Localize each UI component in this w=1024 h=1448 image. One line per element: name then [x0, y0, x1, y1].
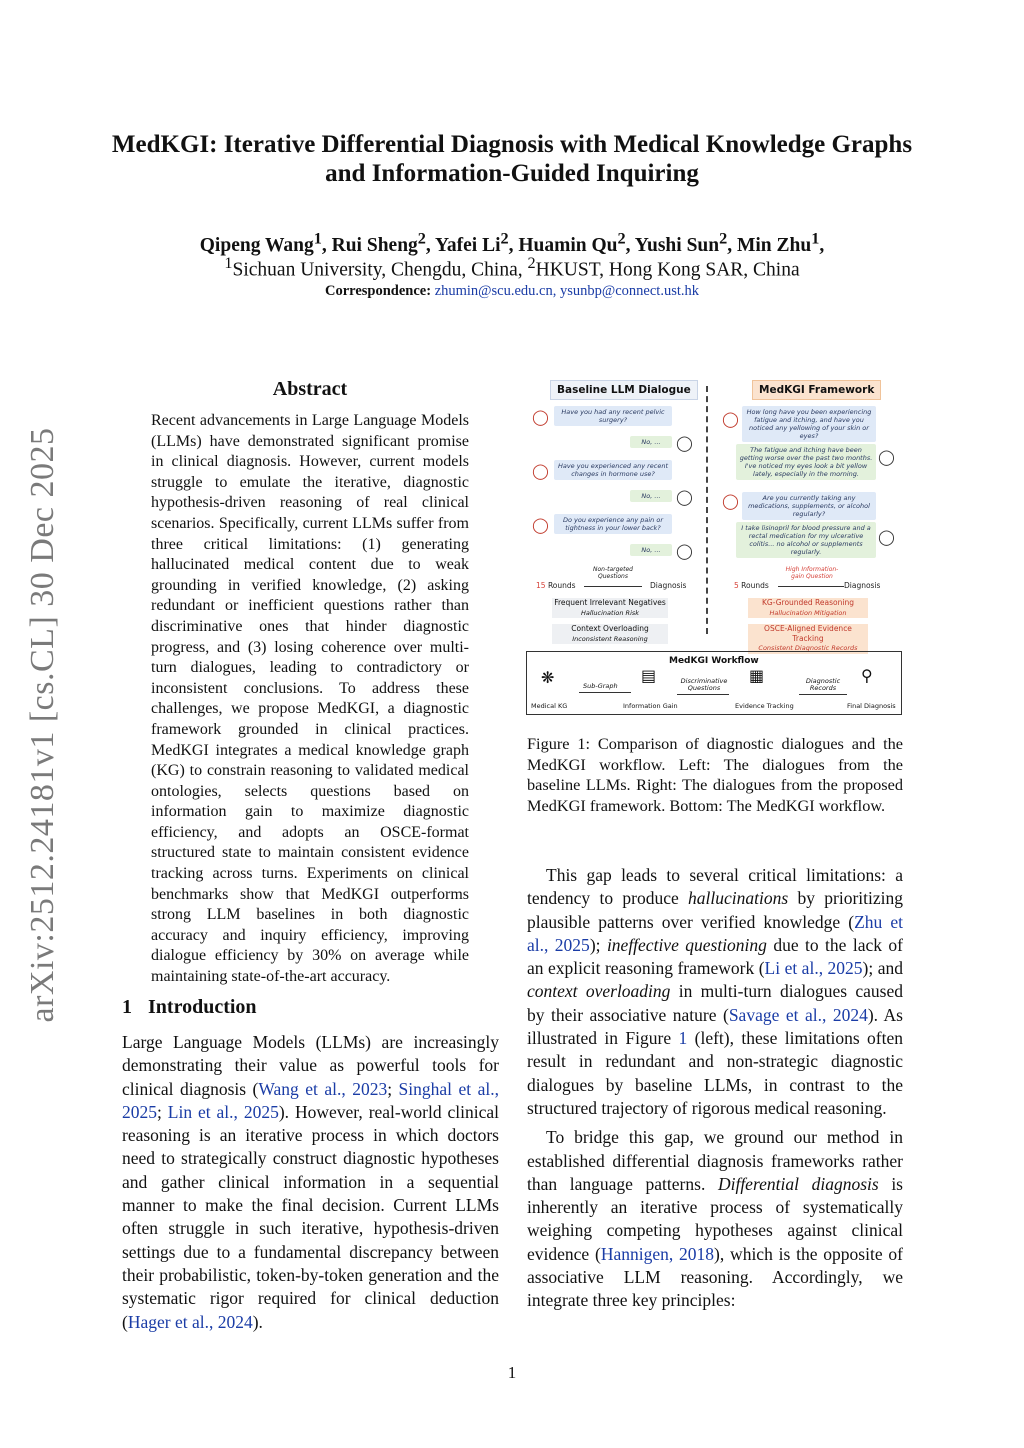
chart-icon: ▤ [641, 666, 657, 685]
doctor-icon: ◯ [722, 410, 739, 428]
baseline-rounds: 15 Rounds [536, 581, 576, 590]
baseline-issue-tag: Context Overloading Inconsistent Reasoning [552, 624, 668, 644]
citation-link[interactable]: Singhal et al., 2025 [122, 1078, 499, 1122]
abstract-heading: Abstract [272, 378, 348, 400]
author: Rui Sheng$^2$, [331, 229, 435, 256]
answer-bubble: No, ... [630, 436, 672, 448]
search-icon: ⚲ [861, 666, 873, 685]
paragraph: This gap leads to several critical limitations: a tendency to produce hallucinations by prioritizing plausible patterns over verified knowledge (Zhu et al., 2025); ineffective questioning due to the lack of an explicit reasoning framework (Li et al., 2025); and context overloading in multi-turn dialogues caused by their associative nature (Savage et al., 2024). As illustrated in Figure 1 (left), these limitations often result in redundant and non-strategic diagnostic dialogues by baseline LLMs, in contrast to the structured trajectory of rigorous medical reasoning. [527, 865, 904, 1118]
author: Yushi Sun$^2$, [634, 229, 737, 256]
citation-link[interactable]: Hannigen, 2018 [600, 1243, 715, 1264]
author: Huamin Qu$^2$, [518, 229, 635, 256]
workflow-node: Evidence Tracking [735, 702, 794, 710]
baseline-issue-tag: Frequent Irrelevant Negatives Hallucination Risk [552, 598, 668, 618]
paragraph: To bridge this gap, we ground our method in established differential diagnosis frameworks rather than language patterns. Differential diagnosis is inherently an iterative process of systematically weighing competing hypotheses against clinical evidence (Hannigen, 2018), which is the opposite of associative LLM reasoning. Accordingly, we integrate three key principles: [527, 1127, 903, 1311]
correspondence [110, 283, 914, 300]
doctor-icon: ◯ [532, 516, 549, 534]
workflow-edge: Sub-Graph [583, 682, 618, 690]
baseline-header: Baseline LLM Dialogue [550, 380, 698, 400]
workflow-arrow [677, 694, 729, 695]
medkgi-header: MedKGI Framework [752, 380, 881, 400]
graph-icon: ❋ [541, 668, 555, 687]
author: Yafei Li$^2$, [434, 229, 519, 256]
paper-title: MedKGI: Iterative Differential Diagnosis with Medical Knowledge Graphs and Information-Guided Inquiring [111, 131, 913, 187]
answer-bubble: No, ... [630, 490, 672, 502]
records-icon: ▦ [749, 666, 765, 685]
abstract-text: Recent advancements in Large Language Models (LLMs) have demonstrated significant promise in clinical diagnosis. However, current models struggle to emulate the iterative, diagnostic hypothesis-driven reasoning of real clinical scenarios. Specifically, current LLMs suffer from three critical limitations: (1) generating hallucinated medical content due to weak grounding in verified knowledge, (2) asking redundant or inefficient questions rather than discriminative ones that hinder diagnostic progress, and (3) losing coherence over multi-turn dialogues, leading to contradictory or inconsistent conclusions. To address these challenges, we propose MedKGI, a diagnostic framework grounded in clinical practices. MedKGI integrates a medical knowledge graph (KG) to constrain reasoning to validated medical ontologies, selects questions based on information gain to maximize diagnostic efficiency, and adopts an OSCE-format structured state to maintain consistent evidence tracking across turns. Experiments on clinical benchmarks show that MedKGI outperforms strong LLM baselines in both diagnostic accuracy and inquiry efficiency, improving dialogue efficiency by 30% on average while maintaining state-of-the-art accuracy. [151, 412, 469, 986]
workflow-title: MedKGI Workflow [669, 656, 759, 666]
section-heading-introduction: 1 Introduction [122, 996, 257, 1018]
baseline-arrow-label: Non-targeted Questions [593, 566, 633, 580]
baseline-arrow [584, 586, 642, 587]
author-list [110, 229, 914, 257]
arxiv-id: arXiv:2512.24181v1 [cs.CL] 30 Dec 2025 [24, 427, 61, 1023]
baseline-diagnosis: Diagnosis [650, 581, 687, 590]
question-bubble: Do you experience any pain or tightness in your lower back? [554, 514, 672, 534]
arxiv-side-stamp [26, 420, 60, 1030]
citation-link[interactable]: Lin et al., 2025 [167, 1101, 279, 1122]
citation-link[interactable]: Zhu et al., 2025 [527, 911, 903, 955]
intro-paragraph: Large Language Models (LLMs) are increasingly demonstrating their value as powerful tools for clinical diagnosis (Wang et al., 2023; Singhal et al., 2025; Lin et al., 2025). However, real-world clinical reasoning is an iterative process in which doctors need to strategically construct diagnostic hypotheses and gather clinical information in a sequential manner to make the final decision. Current LLMs often struggle in such iterative, hypothesis-driven settings due to a fundamental discrepancy between their probabilistic, token-by-token generation and the systematic rigor required for clinical deduction (Hager et al., 2024). [122, 1032, 499, 1332]
answer-bubble: I take lisinopril for blood pressure and a rectal medication for my ulcerative colitis... no alcohol or supplements regularly. [736, 522, 876, 558]
workflow-box [526, 651, 902, 715]
medkgi-feature-tag: KG-Grounded Reasoning Hallucination Mitigation [748, 598, 868, 618]
citation-link[interactable]: Wang et al., 2023 [258, 1078, 388, 1099]
medkgi-arrow-label: High Information-gain Question [785, 566, 839, 580]
correspondence-emails[interactable]: zhumin@scu.edu.cn, ysunbp@connect.ust.hk [434, 283, 699, 299]
affiliations: $^1$Sichuan University, Chengdu, China, $^2$HKUST, Hong Kong SAR, China [224, 254, 800, 281]
question-bubble: Have you had any recent pelvic surgery? [554, 406, 672, 426]
doctor-icon: ◯ [532, 462, 549, 480]
medkgi-feature-tag: OSCE-Aligned Evidence Tracking Consistent Diagnostic Records [748, 624, 868, 654]
workflow-arrow [579, 692, 631, 693]
divider [706, 386, 708, 634]
right-column [527, 864, 903, 1313]
author: Min Zhu$^1$, [736, 229, 825, 256]
workflow-node: Medical KG [531, 702, 568, 710]
figure-1 [526, 378, 904, 718]
figure-ref-link[interactable]: 1 [678, 1028, 688, 1049]
workflow-node: Information Gain [623, 702, 678, 710]
workflow-node: Final Diagnosis [847, 702, 896, 710]
medkgi-arrow [778, 586, 844, 587]
author: Qipeng Wang$^1$, [199, 229, 332, 256]
page-number: 1 [507, 1363, 517, 1382]
doctor-icon: ◯ [532, 408, 549, 426]
patient-icon: ◯ [676, 542, 693, 560]
patient-icon: ◯ [676, 488, 693, 506]
answer-bubble: No, ... [630, 544, 672, 556]
correspondence-label: Correspondence: [325, 283, 432, 299]
citation-link[interactable]: Li et al., 2025 [764, 958, 863, 979]
doctor-icon: ◯ [722, 492, 739, 510]
question-bubble: How long have you been experiencing fatigue and itching, and have you noticed any yellowing of your skin or eyes? [742, 406, 876, 442]
medkgi-diagnosis: Diagnosis [844, 581, 881, 590]
question-bubble: Are you currently taking any medications, supplements, or alcohol regularly? [742, 492, 876, 520]
workflow-arrow [799, 694, 847, 695]
medkgi-rounds: 5 Rounds [734, 581, 769, 590]
patient-icon: ◯ [878, 448, 895, 466]
patient-icon: ◯ [676, 434, 693, 452]
citation-link[interactable]: Savage et al., 2024 [728, 1004, 868, 1025]
answer-bubble: The fatigue and itching have been getting worse over the past two months. I've noticed my eyes look a bit yellow lately, especially in the morning. [736, 444, 876, 480]
patient-icon: ◯ [878, 528, 895, 546]
workflow-edge: Discriminative Questions [680, 677, 728, 692]
question-bubble: Have you experienced any recent changes in hormone use? [554, 460, 672, 480]
figure-caption: Figure 1: Comparison of diagnostic dialogues and the MedKGI workflow. Left: The dialogues from the baseline LLMs. Right: The dialogues from the proposed MedKGI framework. Bottom: The MedKGI workflow. [527, 734, 903, 815]
workflow-edge: Diagnostic Records [805, 677, 841, 692]
citation-link[interactable]: Hager et al., 2024 [127, 1311, 253, 1332]
